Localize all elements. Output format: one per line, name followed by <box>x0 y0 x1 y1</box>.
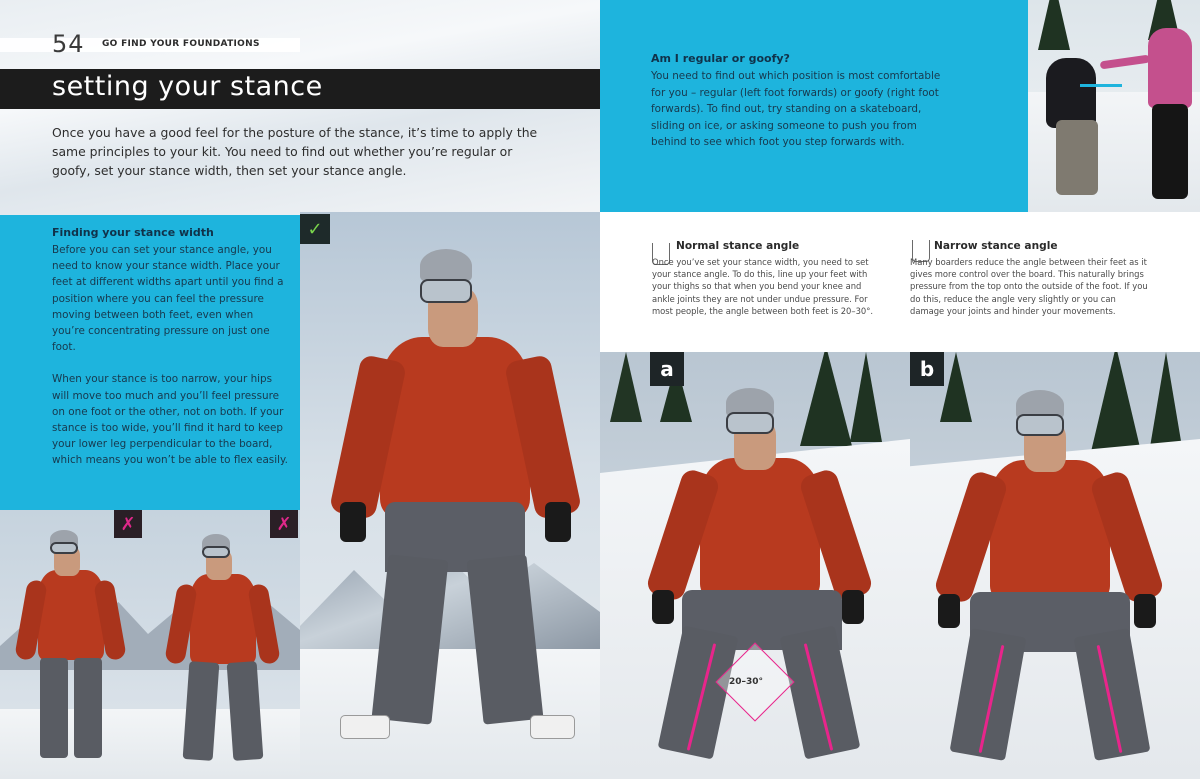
correct-check-icon: ✓ <box>300 214 330 244</box>
normal-angle-text: Once you’ve set your stance width, you need to set your stance angle. To do this, line up your feet with your thighs so that when you bend your knee and ankle joints they are not under undue pressure. For most people, the angle between both feet is 20–30°. <box>652 257 874 316</box>
too-narrow-photo-1 <box>0 510 148 779</box>
wrong-cross-icon: ✗ <box>114 510 142 538</box>
rider-figure-b <box>938 382 1163 772</box>
too-narrow-photo-2 <box>148 510 300 779</box>
rider-figure <box>340 247 570 747</box>
stance-width-paragraph-1: Before you can set your stance angle, you need to know your stance width. Place your feet at different widths apart until you find a position where you can feel the pressure moving between both feet, even when you’re concentrating pressure on just one foot. <box>52 244 284 354</box>
stance-width-paragraph-2: When your stance is too narrow, your hips will move too much and you’ll feel pressure on one foot or the other, not on both. If your stance is too wide, you’ll find it hard to keep your lower leg perpendicular to the board, which means you won’t be able to flex easily. <box>52 373 288 467</box>
wrong-cross-icon: ✗ <box>270 510 298 538</box>
push-test-photo <box>1028 0 1200 212</box>
rider-figure-narrow <box>166 532 281 772</box>
stance-width-heading: Finding your stance width <box>52 226 214 239</box>
narrow-angle-heading: Narrow stance angle <box>934 240 1058 252</box>
photo-b-narrow-angle <box>910 352 1200 779</box>
stance-width-text <box>52 242 288 469</box>
photo-a-normal-angle <box>600 352 910 779</box>
page-number: 54 <box>52 30 85 58</box>
rider-figure-narrow <box>18 528 123 773</box>
label-b: b <box>910 352 944 386</box>
intro-paragraph: Once you have a good feel for the posture of the stance, it’s time to apply the same principles to your kit. You need to find out whether you’re regular or goofy, set your stance width, then set your stance angle. <box>52 125 538 178</box>
person-pink-jacket <box>1148 28 1192 108</box>
person-black-jacket <box>1046 58 1096 128</box>
section-label: GO FIND YOUR FOUNDATIONS <box>102 39 260 49</box>
label-a: a <box>650 352 684 386</box>
normal-angle-heading: Normal stance angle <box>676 240 800 252</box>
correct-stance-photo <box>300 212 600 779</box>
narrow-angle-text: Many boarders reduce the angle between their feet as it gives more control over the board. This naturally brings pressure from the top onto the outside of the foot. If you do this, reduce the angle very slightly or you can damage your joints and hinder your movements. <box>910 257 1148 316</box>
angle-label: 20–30° <box>729 677 764 687</box>
arrow-icon <box>1080 84 1122 87</box>
regular-goofy-text: You need to find out which position is most comfortable for you – regular (left foot forwards) or goofy (right foot forwards). To find out, try standing on a skateboard, sliding on ice, or asking someone to push you from behind to see which foot you step forwards with. <box>651 70 941 149</box>
page-title: setting your stance <box>52 71 323 102</box>
regular-goofy-heading: Am I regular or goofy? <box>651 52 790 65</box>
